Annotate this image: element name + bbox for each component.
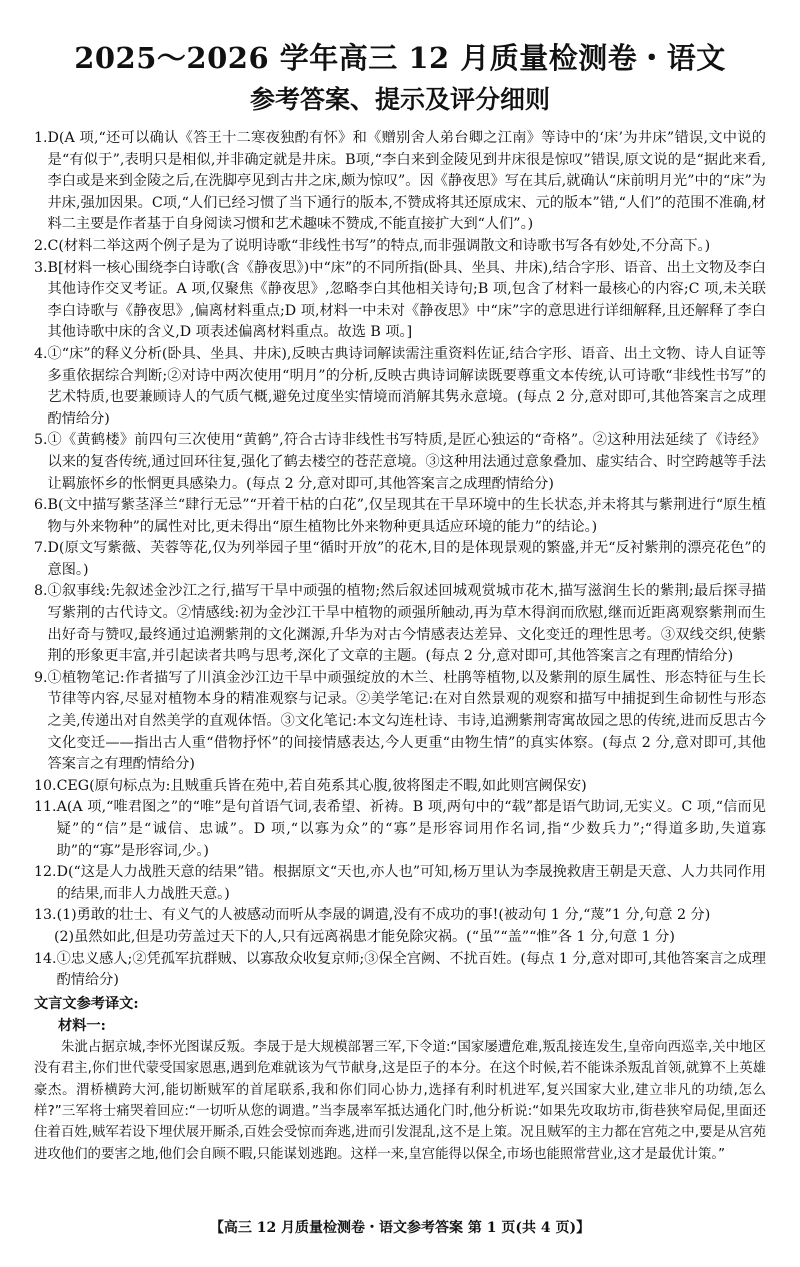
answer-number: 13. [34, 907, 57, 924]
answer-text: ①“床”的释义分析(卧具、坐具、井床),反映古典诗词解读需注重资料佐证,结合字形、语音、出土文物、诗人自证等多重依据综合判断;②对诗中两次使用“明月”的分析,反映古典诗词解读既要尊重文本传统,认可诗歌“非线性书写”的艺术特质,也要兼顾诗人的气质气概,避免过度坐实情境而消解其隽永意境。(每点 2 分,意对即可,其他答案言之成理酌情给分) [47, 345, 766, 427]
answer-text: A(A 项,“唯君图之”的“唯”是句首语气词,表希望、祈祷。B 项,两句中的“载”都是语气助词,无实义。C 项,“信而见疑”的“信”是“诚信、忠诚”。D 项,“以寡为众”的“寡”是形容词用作名词,指“少数兵力”;“得道多助,失道寡助”的“寡”是形容词,少。) [56, 799, 766, 859]
answer-number: 8. [34, 583, 48, 600]
answer-number: 14. [34, 950, 57, 967]
page-subtitle: 参考答案、提示及评分细则 [249, 85, 550, 114]
answer-number: 10. [34, 777, 57, 794]
answer-number: 4. [34, 345, 48, 362]
answer-text: ①忠义感人;②凭孤军抗群贼、以寡敌众收复京师;③保全宫阙、不扰百姓。(每点 1 分,意对即可,其他答案言之成理酌情给分) [56, 950, 766, 989]
answer-item-2 [34, 236, 766, 258]
answer-number: 2. [34, 237, 48, 254]
answer-number: 7. [34, 540, 48, 557]
answer-item-8 [34, 581, 766, 667]
answer-item-11 [34, 797, 766, 862]
answer-item-5 [34, 430, 766, 495]
answer-text: D(A 项,“还可以确认《答王十二寒夜独酌有怀》和《赠别舍人弟台卿之江南》等诗中的‘床’为井床”错误,文中说的是“有似于”,表明只是相似,并非确定就是井床。B项,“李白来到金陵见到井床很是惊叹”错误,原文说的是“据此来看,李白或是来到金陵之后,在洗脚亭见到古井之床,颇为惊叹”。因《静夜思》写在其后,就确认“床前明月光”中的“床”为井床,强加因果。C项,“人们已经习惯了当下通行的版本,不赞成将其还原成宋、元的版本”错,“人们”的范围不准确,材料二主要是作者基于自身阅读习惯和艺术趣味不赞成,不能直接扩大到“人们”。) [47, 130, 766, 233]
answer-number: 1. [34, 130, 48, 146]
answer-item-13-sub: (2)虽然如此,但是功劳盖过天下的人,只有远离祸患才能免除灾祸。(“虽”“盖”“惟”各 1 分,句意 1 分) [54, 928, 675, 945]
answer-item-3 [34, 258, 766, 344]
answer-number: 6. [34, 497, 48, 514]
answer-text: ①《黄鹤楼》前四句三次使用“黄鹤”,符合古诗非线性书写特质,是匠心独运的“奇格”。②这种用法延续了《诗经》以来的复沓传统,通过回环往复,强化了鹤去楼空的苍茫意境。③这种用法通过意象叠加、虚实结合、时空跨越等手法让羁旅怀乡的怅惘更具感染力。(每点 2 分,意对即可,其他答案言之成理酌情给分) [47, 432, 766, 492]
answer-item-7 [34, 538, 766, 581]
answer-text: D(原文写紫薇、芙蓉等花,仅为列举园子里“循时开放”的花木,目的是体现景观的繁盛,并无“反衬紫荆的漂亮花色”的意图。) [47, 540, 766, 578]
answer-text: C(材料二举这两个例子是为了说明诗歌“非线性书写”的特点,而非强调散文和诗歌书写各有妙处,不分高下。) [47, 237, 711, 254]
answer-text: ①植物笔记:作者描写了川滇金沙江边干旱中顽强绽放的木兰、杜鹃等植物,以及紫荆的原生属性、形态特征与生长节律等内容,尽显对植物本身的精准观察与记录。②美学笔记:在对自然景观的观察和描写中捕捉到生命韧性与形态之美,传递出对自然美学的直观体悟。③文化笔记:本文勾连杜诗、韦诗,追溯紫荆寄寓故园之思的传统,进而反思古今文化变迁——指出古人重“借物抒怀”的间接情感表达,今人更重“由物生情”的真实体察。(每点 2 分,意对即可,其他答案言之有理酌情给分) [47, 669, 766, 773]
answer-item-10 [34, 776, 766, 798]
answer-number: 12. [34, 864, 57, 881]
answer-text: ①叙事线:先叙述金沙江之行,描写干旱中顽强的植物;然后叙述回城观赏城市花木,描写滋润生长的紫荆;最后探寻描写紫荆的古代诗文。②情感线:初为金沙江干旱中植物的顽强所触动,再为草木得润而欣慰,继而近距离观察紫荆而生出好奇与赞叹,最终通过追溯紫荆的文化渊源,升华为对古今情感表达差异、文化变迁的理性思考。③双线交织,使紫荆的形象更丰富,并引起读者共鸣与思考,深化了文章的主题。(每点 2 分,意对即可,其他答案言之有理酌情给分) [47, 583, 766, 665]
answer-item-1 [34, 128, 766, 236]
answer-text: CEG(原句标点为:且贼重兵皆在苑中,若自苑系其心腹,彼将图走不暇,如此则宫阙保安) [56, 777, 587, 794]
answer-item-14 [34, 949, 766, 992]
translation-text: 朱泚占据京城,李怀光图谋反叛。李晟于是大规模部署三军,下令道:“国家屡遭危难,叛乱接连发生,皇帝向西巡幸,关中地区没有君主,你们世代蒙受国家恩惠,遇到危难就该为气节献身,这是臣子的本分。在这个时候,若不能诛杀叛乱首领,就算不上英雄豪杰。渭桥横跨大河,能切断贼军的首尾联系,我和你们同心协力,选择有利时机进军,复兴国家大业,建立非凡的功绩,怎么样?”三军将士痛哭着回应:“一切听从您的调遣。”当李晟率军抵达通化门时,他分析说:“如果先攻取坊市,街巷狭窄局促,里面还住着百姓,贼军若设下埋伏展开厮杀,百姓会受惊而奔逃,进而引发混乱,这不是上策。况且贼军的主力都在宫苑之中,要是从宫苑进攻他们的要害之地,他们会自顾不暇,只能谋划逃跑。这样一来,皇宫能得以保全,市场也能照常营业,这才是最优计策。” [34, 1039, 766, 1162]
answer-item-9 [34, 668, 766, 776]
translation-heading: 文言文参考译文: [34, 995, 139, 1012]
answer-text: B(文中描写紫茎泽兰“肆行无忌”“开着干枯的白花”,仅呈现其在干旱环境中的生长状态,并未将其与紫荆进行“原生植物与外来物种”的属性对比,更未得出“原生植物比外来物种更具适应环境的能力”的结论。) [47, 497, 766, 535]
page-title: 2025～2026 学年高三 12 月质量检测卷・语文 [74, 41, 726, 75]
answer-number: 5. [34, 432, 48, 449]
answer-item-6 [34, 495, 766, 538]
answer-text: D(“这是人力战胜天意的结果”错。根据原文“天也,亦人也”可知,杨万里认为李晟挽救唐王朝是天意、人力共同作用的结果,而非人力战胜天意。) [56, 864, 766, 902]
answer-item-4 [34, 344, 766, 430]
answer-number: 3. [34, 259, 48, 276]
answer-number: 11. [34, 799, 57, 816]
answer-text: B[材料一核心围绕李白诗歌(含《静夜思》)中“床”的不同所指(卧具、坐具、井床),结合字形、语音、出土文物及李白其他诗作交叉考证。A 项,仅聚焦《静夜思》,忽略李白其他相关诗句;B 项,包含了材料一最核心的内容;C 项,未关联李白诗歌与《静夜思》,偏离材料重点;D 项,材料一中未对《静夜思》中“床”字的意思进行详细解释,且还解释了李白其他诗歌中床的含义,D 项表述偏离材料重点。故选 B 项。] [47, 259, 766, 341]
answer-text: (1)勇敢的壮士、有义气的人被感动而听从李晟的调遣,没有不成功的事!(被动句 1 分,“蔑”1 分,句意 2 分) [56, 907, 711, 924]
answer-item-13 [34, 905, 766, 927]
answer-item-12 [34, 862, 766, 905]
material-heading: 材料一: [58, 1017, 106, 1034]
answer-number: 9. [34, 669, 48, 686]
page-footer: 【高三 12 月质量检测卷・语文参考答案 第 1 页(共 4 页)】 [209, 1220, 591, 1236]
answer-list [34, 128, 766, 992]
